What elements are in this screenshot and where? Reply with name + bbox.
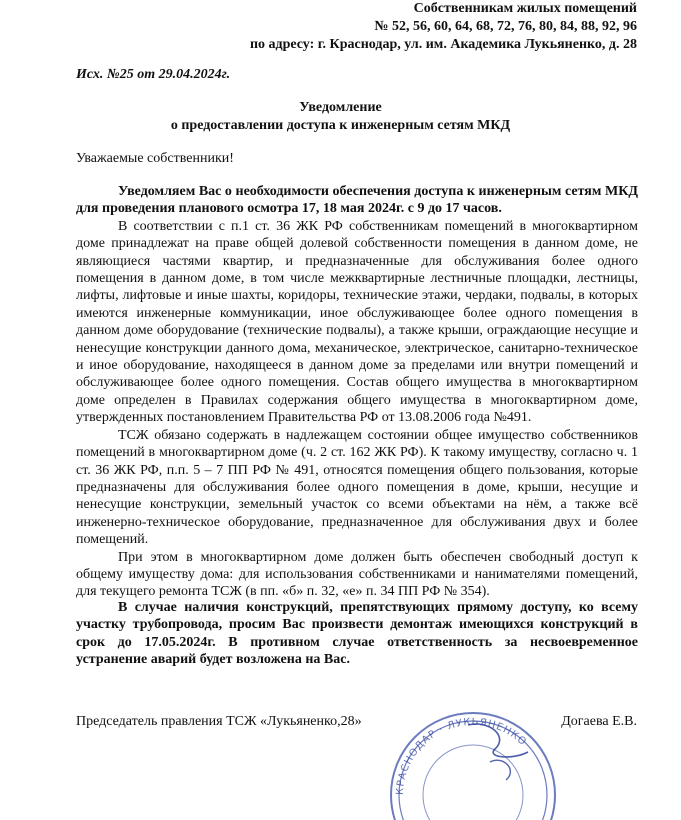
body-warning [76, 599, 638, 669]
document-title: Уведомление [299, 100, 382, 115]
body-main [76, 183, 638, 601]
signatory-name: Догаева Е.В. [561, 714, 637, 729]
recipient-address: по адресу: г. Краснодар, ул. им. Академика Лукьяненко, д. 28 [249, 37, 637, 52]
warning-paragraph: В случае наличия конструкций, препятствующих прямому доступу, ко всему участку трубопровода, просим Вас произвести демонтаж имеющихся конструкций в срок до 17.05.2024г. В противном случае ответственность за несвоевременное устранение аварий будет возложена на Вас. [76, 600, 638, 668]
signatory-position: Председатель правления ТСЖ «Лукьяненко,28» [76, 714, 362, 729]
document-subtitle: о предоставлении доступа к инженерным сетям МКД [170, 118, 511, 133]
seal-stamp [378, 700, 568, 820]
outgoing-reference: Исх. №25 от 29.04.2024г. [76, 67, 231, 82]
recipient-line-2: № 52, 56, 60, 64, 68, 72, 76, 80, 84, 88, 92, 96 [374, 19, 637, 34]
greeting: Уважаемые собственники! [76, 151, 234, 166]
access-paragraph: При этом в многоквартирном доме должен быть обеспечен свободный доступ к общему имуществу дома: для использования собственниками и нанимателями помещений, для текущего ремонта ТСЖ (в пп. «б» п. 32, «е» п. 34 ПП РФ № 354). [76, 549, 638, 600]
hoa-duty-paragraph: ТСЖ обязано содержать в надлежащем состоянии общее имущество собственников помещений в многоквартирном доме (ч. 2 ст. 162 ЖК РФ). К такому имуществу, согласно ч. 1 ст. 36 ЖК РФ, п.п. 5 – 7 ПП РФ № 491, относятся помещения общего пользования, которые предназначены для обслуживания более одного помещения в доме, крыши, несущие и ненесущие конструкции, земельный участок со всеми объектами на нём, а также всё инженерно-техническое оборудование, предназначенное для обслуживания двух и более помещений. [76, 427, 638, 548]
notice-paragraph: Уведомляем Вас о необходимости обеспечения доступа к инженерным сетям МКД для проведения планового осмотра 17, 18 мая 2024г. с 9 до 17 часов. [76, 184, 638, 217]
svg-text:КРАСНОДАР · ЛУКЬЯНЕНКО: КРАСНОДАР · ЛУКЬЯНЕНКО [394, 716, 529, 796]
law-paragraph: В соответствии с п.1 ст. 36 ЖК РФ собственникам помещений в многоквартирном доме принадлежат на праве общей долевой собственности помещения в данном доме, не являющиеся частями квартир, и предназначенные для обслуживания более одного помещения в данном доме, в том числе межквартирные лестничные площадки, лестницы, лифты, лифтовые и иные шахты, коридоры, технические этажи, чердаки, подвалы, в которых имеются инженерные коммуникации, иное обслуживающее более одного помещения в данном доме оборудование (технические подвалы), а также крыши, ограждающие несущие и ненесущие конструкции данного дома, механическое, электрическое, санитарно-техническое и иное оборудование, находящееся в данном доме за пределами или внутри помещений и обслуживающее более одного помещения. Состав общего имущества в многоквартирном доме определен в Правилах содержания общего имущества в многоквартирном доме, утвержденных постановлением Правительства РФ от 13.08.2006 года №491. [76, 218, 638, 426]
recipient-line-1: Собственникам жилых помещений [413, 1, 637, 16]
